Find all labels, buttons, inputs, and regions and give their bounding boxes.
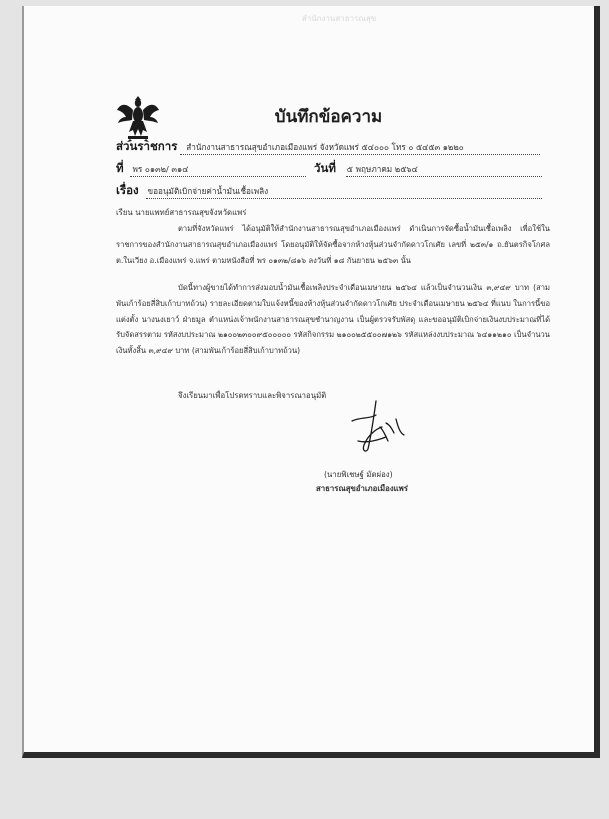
agency-value: สำนักงานสาธารณสุขอำเภอเมืองแพร่ จังหวัดแพร่ ๕๔๐๐๐ โทร ๐ ๕๔๕๓ ๑๒๒๐: [186, 142, 464, 152]
memo-title: บันทึกข้อความ: [274, 107, 383, 127]
reference-label: ที่: [116, 161, 124, 175]
bleed-through-text: สำนักงานสาธารณสุข: [301, 14, 377, 23]
date-value: ๕ พฤษภาคม ๒๕๖๔: [346, 164, 418, 174]
closing-line: จึงเรียนมาเพื่อโปรดทราบและพิจารณาอนุมัติ: [178, 391, 327, 400]
date-underline: [346, 176, 542, 177]
reference-value: พร ๐๑๓๒/ ๓๑๔: [132, 164, 189, 174]
paragraph-2: [116, 280, 550, 359]
agency-underline: [180, 154, 540, 155]
subject-label: เรื่อง: [116, 183, 139, 197]
paragraph-1: [116, 221, 550, 268]
handwritten-signature-icon: [346, 397, 408, 455]
subject-value: ขออนุมัติเบิกจ่ายค่าน้ำมันเชื้อเพลิง: [147, 186, 269, 196]
reference-underline: [130, 176, 306, 177]
date-label: วันที่: [314, 161, 336, 175]
signer-name: (นายพิเชษฐ์ มัดผ่อง): [324, 470, 393, 479]
subject-underline: [146, 198, 542, 199]
salutation: เรียน นายแพทย์สาธารณสุขจังหวัดแพร่: [116, 208, 247, 217]
agency-label: ส่วนราชการ: [116, 139, 178, 153]
paragraph-2-text: บัดนี้ทางผู้ขายได้ทำการส่งมอบน้ำมันเชื้อเพลิงประจำเดือนเมษายน ๒๕๖๔ แล้วเป็นจำนวนเงิน ๓,๙๔๙ บาท (สามพันเก้าร้อยสี่สิบเก้าบาทถ้วน) รายละเอียดตามใบแจ้งหนี้ของห้างหุ้นส่วนจำกัดดาวโกเศัย ประจำเดือนเมษายน ๒๕๖๔ ที่แนบ ในการนี้ขอแต่งตั้ง นางนงเยาว์ ฝ่ายมูล ตำแหน่งเจ้าพนักงานสาธารณสุขชำนาญงาน เป็นผู้ตรวจรับพัสดุ และขออนุมัติเบิกจ่ายเงินงบประมาณที่ได้รับจัดสรรตาม รหัสงบประมาณ ๒๑๐๐๒๓๐๐๙๕๐๐๐๐๐ รหัสกิจกรรม ๒๑๐๐๒๕๕๐๐๗๑๒๖ รหัสแหล่งงบประมาณ ๖๔๑๑๒๑๐ เป็นจำนวนเงินทั้งสิ้น ๓,๙๔๙ บาท (สามพันเก้าร้อยสี่สิบเก้าบาทถ้วน): [116, 283, 550, 356]
signer-position: สาธารณสุขอำเภอเมืองแพร่: [316, 484, 408, 493]
memo-page: [22, 6, 600, 758]
paragraph-1-text: ตามที่จังหวัดแพร่ ได้อนุมัติให้สำนักงานสาธารณสุขอำเภอเมืองแพร่ ดำเนินการจัดซื้อน้ำมันเชื้อเพลิง เพื่อใช้ในราชการของสำนักงานสาธารณสุขอำเภอเมืองแพร่ โดยอนุมัติให้จัดซื้อจากห้างหุ้นส่วนจำกัดดาวโกเศัย เลขที่ ๒๕๓/๑ ถ.ยันตรกิจโกศล ต.ในเวียง อ.เมืองแพร่ จ.แพร่ ตามหนังสือที่ พร ๐๑๓๒/๘๑๖ ลงวันที่ ๑๘ กันยายน ๒๕๖๓ นั้น: [116, 224, 550, 265]
